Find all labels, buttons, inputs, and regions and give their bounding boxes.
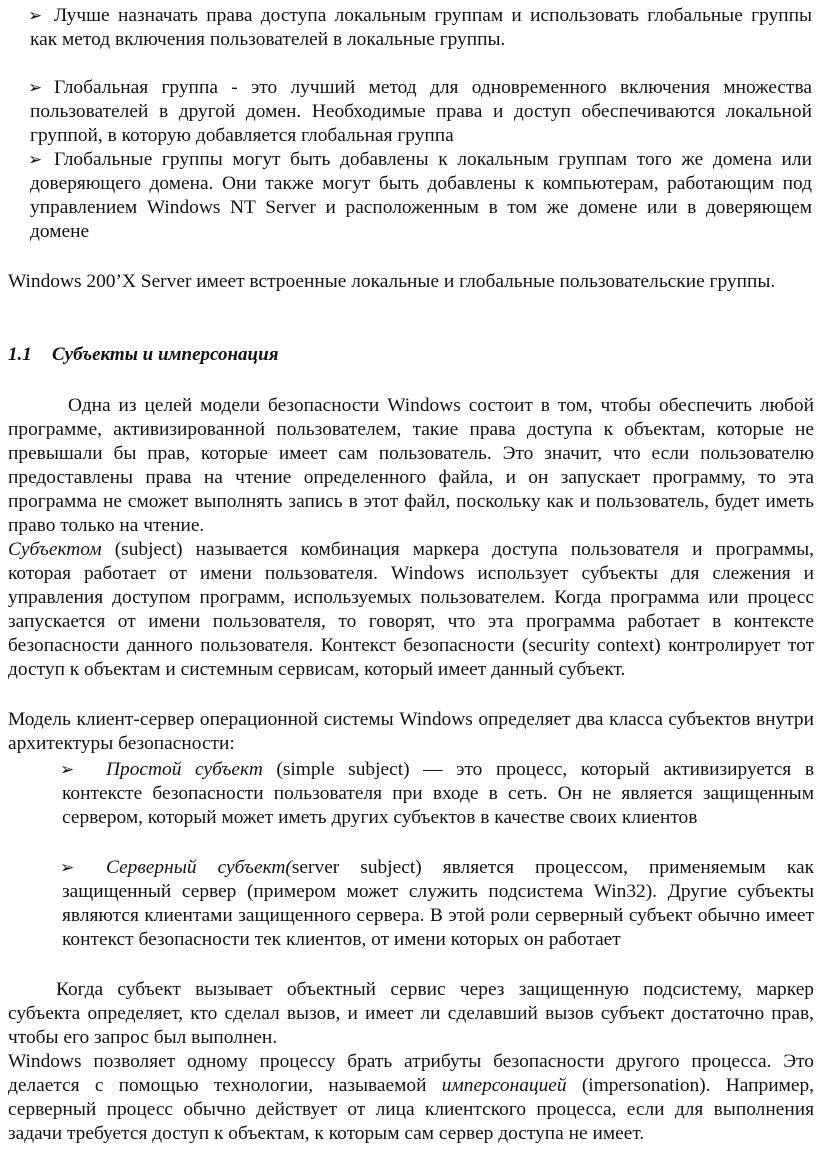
section-title: Субъекты и имперсонация [52, 344, 279, 365]
bullet-rest: (simple subject) — это процесс, который активизируется в контексте безопасности пользователя при входе в сеть. Он не является защищенным сервером, который может иметь других субъектов в качестве своих клиентов [62, 759, 814, 828]
paragraph-text: Windows позволяет одному процессу брать атрибуты безопасности другого процесса. Это делается с помощью технологии, называемой [8, 1051, 814, 1096]
paragraph-text: (subject) называется комбинация маркера доступа пользователя и программы, которая работает от имени пользователя. Windows использует субъекты для слежения и управления доступом программ, используемых пользователем. Когда программа или процесс запускается от имени пользователя, то говорят, что эта программа работает в контексте безопасности данного пользователя. Контекст безопасности (security context) контролирует тот доступ к объектам и системным сервисам, который имеет данный субъект. [8, 539, 814, 680]
bullet-text: Глобальная группа - это лучший метод для одновременного включения множества пользователей в другой домен. Необходимые права и доступ обеспечиваются локальной группой, в которую добавляется глобальная группа [30, 77, 812, 146]
paragraph-security-goal: Одна из целей модели безопасности Windows состоит в том, чтобы обеспечить любой программе, активизированной пользователем, такие права доступа к объектам, которые не превышали бы прав, которые имеет сам пользователь. Это значит, что если пользователю предоставлены права на чтение определенного файла, и он запускает программу, то эта программа не сможет выполнять запись в этот файл, поскольку как и пользователь, будет иметь право только на чтение. [8, 395, 814, 536]
term-simple-subject: Простой субъект [106, 759, 263, 780]
arrow-bullet-icon: ➢ [28, 6, 43, 26]
paragraph-object-service: Когда субъект вызывает объектный сервис через защищенную подсистему, маркер субъекта определяет, кто сделал вызов, и имеет ли сделавший вызов субъект достаточно прав, чтобы его запрос был выполнен. [8, 979, 814, 1048]
paragraph-client-server: Модель клиент-сервер операционной системы Windows определяет два класса субъектов внутри архитектуры безопасности: [8, 709, 814, 754]
bullet-item [62, 758, 814, 830]
paragraph-subject-definition [8, 538, 814, 682]
term-server-subject: Серверный субъект( [106, 857, 292, 878]
bullet-item [30, 76, 812, 148]
paragraph-impersonation [8, 1050, 814, 1146]
bullet-text: Глобальные группы могут быть добавлены к локальным группам того же домена или доверяющего домена. Они также могут быть добавлены к компьютерам, работающим под управлением Windows NT Server и расположенным в том же домене или в доверяющем домене [30, 149, 812, 242]
arrow-bullet-icon: ➢ [60, 858, 75, 878]
arrow-bullet-icon: ➢ [60, 760, 75, 780]
bullet-rest: server subject) является процессом, применяемым как защищенный сервер (примером может служить подсистема Win32). Другие субъекты являются клиентами защищенного сервера. В этой роли серверный субъект обычно имеет контекст безопасности тек клиентов, от имени которых он работает [62, 857, 814, 950]
term-impersonation: имперсонацией [441, 1075, 567, 1096]
bullet-text [62, 758, 814, 830]
section-heading [8, 343, 278, 367]
arrow-bullet-icon: ➢ [28, 78, 43, 98]
section-number: 1.1 [8, 344, 32, 365]
term-subject: Субъектом [8, 539, 102, 560]
paragraph-builtin-groups: Windows 200’X Server имеет встроенные локальные и глобальные пользовательские группы. [8, 271, 776, 292]
bullet-text [62, 856, 814, 952]
arrow-bullet-icon: ➢ [28, 150, 43, 170]
bullet-item [30, 4, 812, 52]
bullet-item [62, 856, 814, 952]
bullet-item [30, 148, 812, 244]
bullet-text: Лучше назначать права доступа локальным группам и использовать глобальные группы как метод включения пользователей в локальные группы. [30, 5, 812, 50]
paragraph-text: (impersonation). Например, серверный процесс обычно действует от лица клиентского процесса, если для выполнения задачи требуется доступ к объектам, к которым сам сервер доступа не имеет. [8, 1075, 815, 1144]
